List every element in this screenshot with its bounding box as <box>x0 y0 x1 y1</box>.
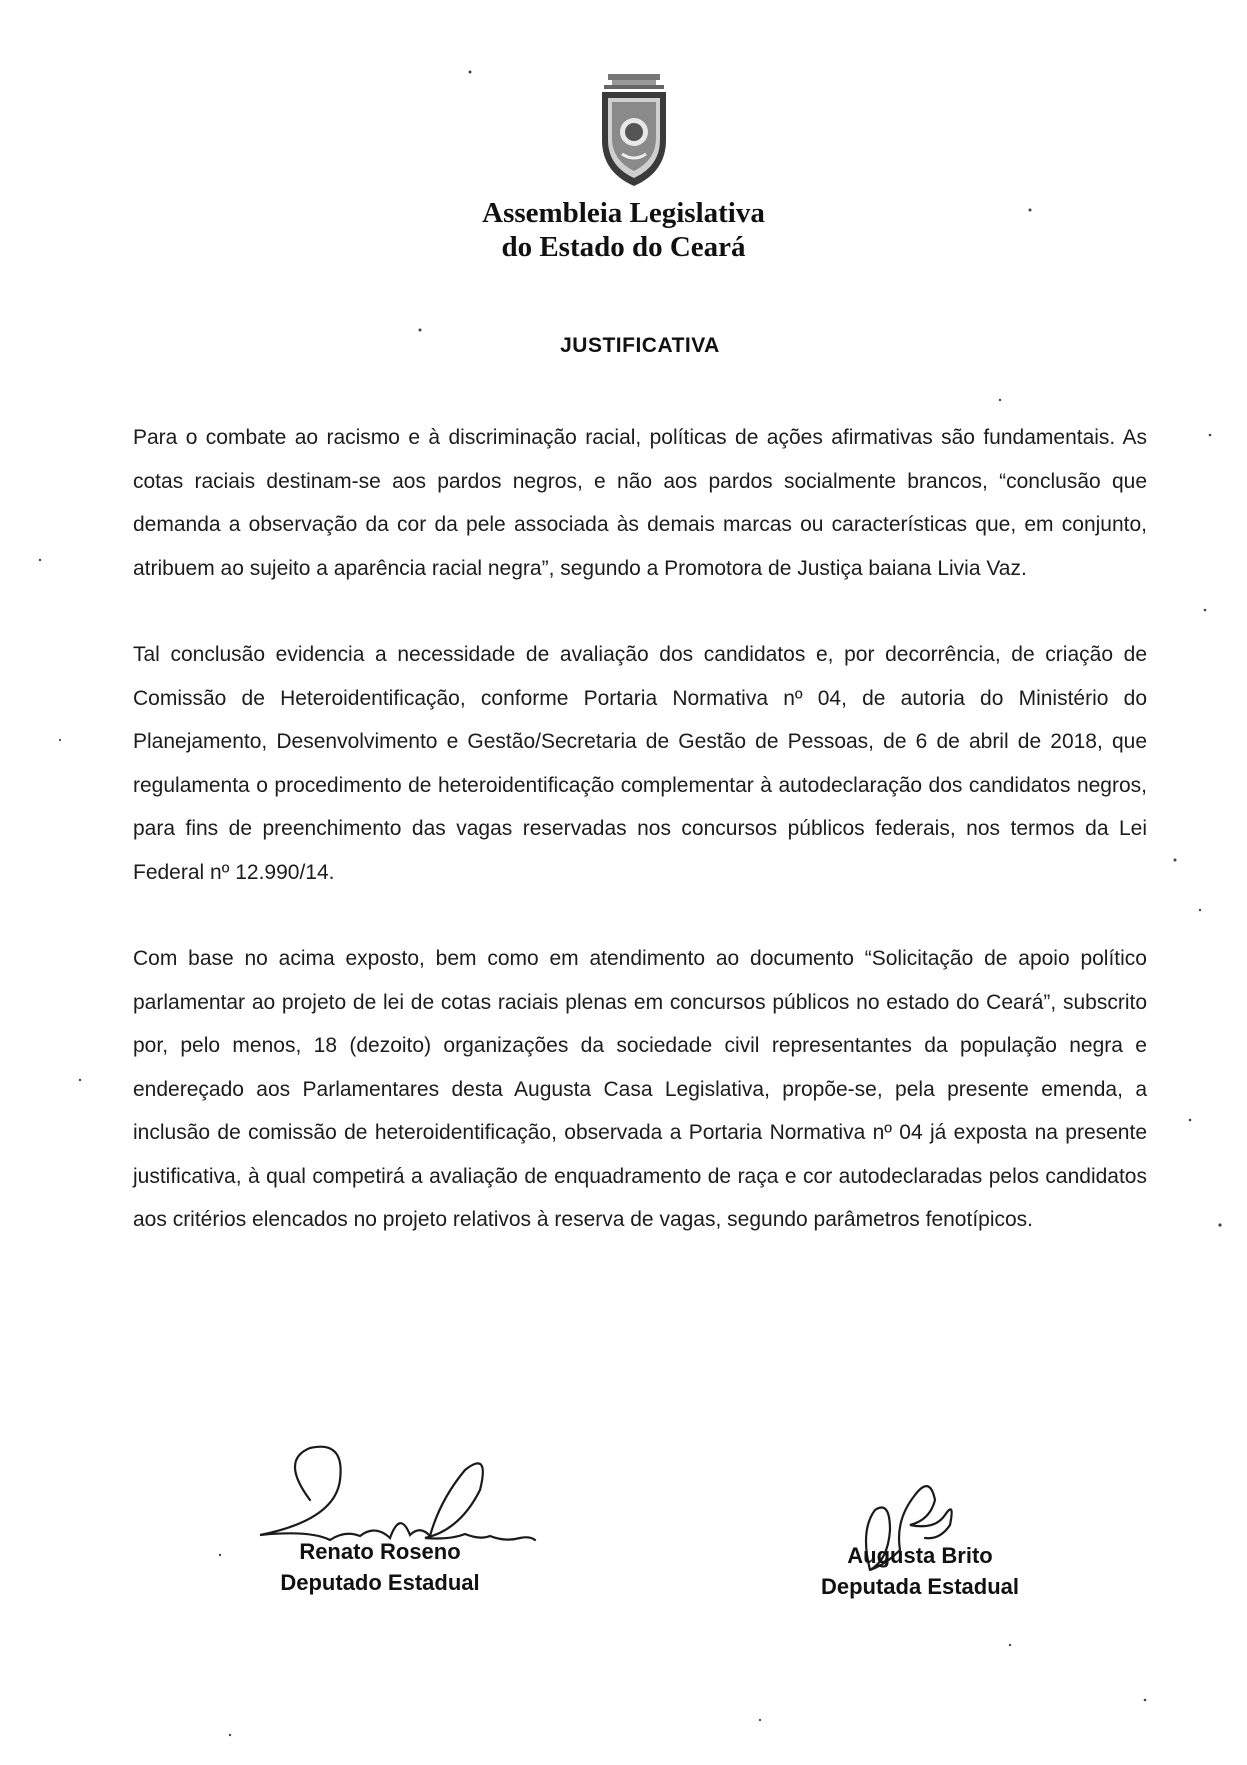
signer-role: Deputado Estadual <box>280 1570 480 1595</box>
institution-line-2: do Estado do Ceará <box>501 231 746 263</box>
signature-block-right <box>770 1540 1070 1602</box>
signer-role: Deputada Estadual <box>820 1574 1020 1599</box>
paragraph-3: Com base no acima exposto, bem como em atendimento ao documento “Solicitação de apoio político parlamentar ao projeto de lei de cotas raciais plenas em concursos públicos no estado do Ceará”, subscrito por, pelo menos, 18 (dezoito) organizações da sociedade civil representantes da população negra e endereçado aos Parlamentares desta Augusta Casa Legislativa, propõe-se, pela presente emenda, a inclusão de comissão de heteroidentificação, observada a Portaria Normativa nº 04 já exposta na presente justificativa, à qual competirá a avaliação de enquadramento de raça e cor autodeclaradas pelos candidatos aos critérios elencados no projeto relativos à reserva de vagas, segundo parâmetros fenotípicos. <box>133 947 1147 1231</box>
signature-block-left <box>230 1536 530 1598</box>
signer-name: Augusta Brito <box>847 1543 993 1568</box>
signer-name: Renato Roseno <box>299 1539 461 1564</box>
coat-of-arms-icon <box>594 72 674 192</box>
paragraph-1: Para o combate ao racismo e à discriminação racial, políticas de ações afirmativas são fundamentais. As cotas raciais destinam-se aos pardos negros, e não aos pardos socialmente brancos, “conclusão que demanda a observação da cor da pele associada às demais marcas ou características que, em conjunto, atribuem ao sujeito a aparência racial negra”, segundo a Promotora de Justiça baiana Livia Vaz. <box>133 426 1147 580</box>
document-body <box>133 416 1147 1285</box>
paragraph-2: Tal conclusão evidencia a necessidade de avaliação dos candidatos e, por decorrência, de criação de Comissão de Heteroidentificação, conforme Portaria Normativa nº 04, de autoria do Ministério do Planejamento, Desenvolvimento e Gestão/Secretaria de Gestão de Pessoas, de 6 de abril de 2018, que regulamenta o procedimento de heteroidentificação complementar à autodeclaração dos candidatos negros, para fins de preenchimento das vagas reservadas nos concursos públicos federais, nos termos da Lei Federal nº 12.990/14. <box>133 643 1147 884</box>
institution-line-1: Assembleia Legislativa <box>482 197 765 229</box>
document-title: JUSTIFICATIVA <box>560 334 720 357</box>
institution-name <box>0 196 1247 264</box>
